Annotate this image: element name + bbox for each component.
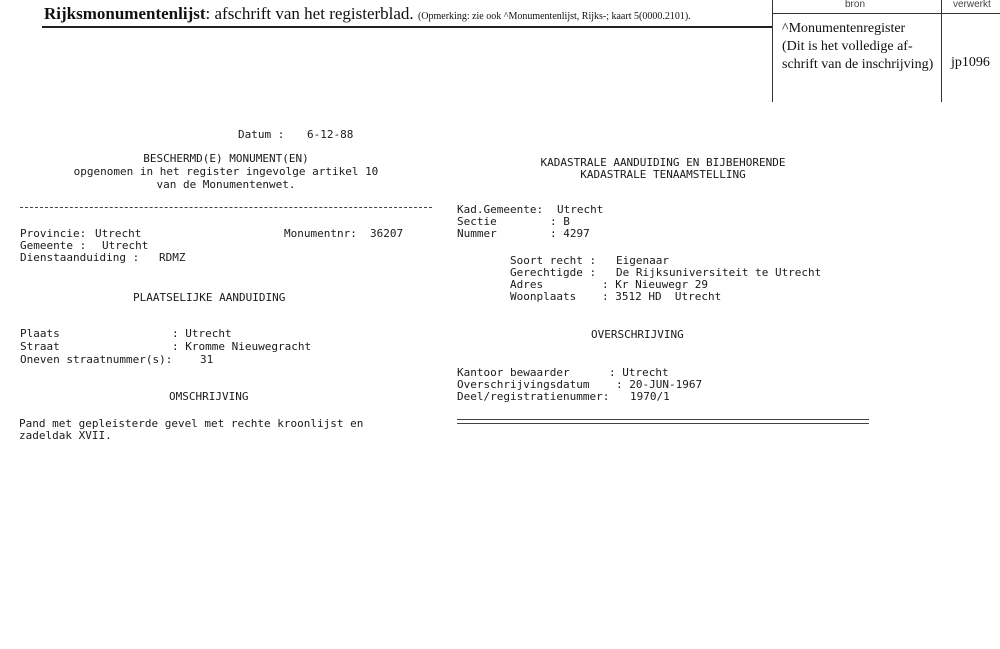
- provincie-label: Provincie:: [20, 227, 87, 240]
- register-document: [0, 102, 1000, 649]
- kantoor-value: : Utrecht: [609, 366, 669, 379]
- sectie-label: Sectie: [457, 215, 497, 228]
- adres-label: Adres: [510, 278, 544, 291]
- datum-value: 6-12-88: [307, 128, 354, 141]
- header: [0, 0, 1000, 102]
- title-bold: Rijksmonumentenlijst: [44, 4, 206, 23]
- col-head-verwerkt: verwerkt: [953, 0, 991, 10]
- monument-heading-line: van de Monumentenwet.: [156, 178, 296, 191]
- soort-recht-label: Soort recht :: [510, 254, 597, 267]
- table-header-rule: [772, 13, 1000, 14]
- double-rule-top: [457, 419, 869, 420]
- plaatselijke-heading: PLAATSELIJKE AANDUIDING: [133, 291, 286, 304]
- bron-line: ^Monumentenregister: [782, 21, 906, 36]
- oneven-value: 31: [200, 353, 214, 366]
- verwerkt-cell: jp1096: [951, 55, 990, 70]
- deel-label: Deel/registratienummer:: [457, 390, 610, 403]
- omschrijving-line: zadeldak XVII.: [19, 429, 112, 442]
- kadastrale-heading-line: KADASTRALE AANDUIDING EN BIJBEHORENDE: [540, 156, 786, 169]
- gerechtigde-label: Gerechtigde :: [510, 266, 597, 279]
- double-rule-bottom: [457, 423, 869, 424]
- sectie-value: : B: [550, 215, 570, 228]
- kantoor-label: Kantoor bewaarder: [457, 366, 570, 379]
- omschrijving-heading: OMSCHRIJVING: [169, 390, 249, 403]
- overschrijvingsdatum-label: Overschrijvingsdatum: [457, 378, 590, 391]
- woonplaats-label: Woonplaats: [510, 290, 577, 303]
- gemeente-label: Gemeente :: [20, 239, 87, 252]
- header-title: [44, 4, 691, 24]
- omschrijving-line: Pand met gepleisterde gevel met rechte kroonlijst en: [19, 417, 364, 430]
- overschrijving-heading: OVERSCHRIJVING: [591, 328, 684, 341]
- bron-cell: [782, 20, 942, 74]
- straat-value: : Kromme Nieuwegracht: [172, 340, 312, 353]
- kadastrale-heading-line: KADASTRALE TENAAMSTELLING: [580, 168, 746, 181]
- dashed-divider: [20, 207, 432, 208]
- kad-gemeente-label: Kad.Gemeente:: [457, 203, 544, 216]
- provincie-value: Utrecht: [95, 227, 142, 240]
- deel-value: 1970/1: [630, 390, 670, 403]
- woonplaats-value: : 3512 HD Utrecht: [602, 290, 722, 303]
- monumentnr-value: 36207: [370, 227, 404, 240]
- table-divider-left: [772, 0, 773, 102]
- plaats-label: Plaats: [20, 327, 60, 340]
- gemeente-value: Utrecht: [102, 239, 149, 252]
- kad-gemeente-value: Utrecht: [557, 203, 604, 216]
- nummer-label: Nummer: [457, 227, 497, 240]
- nummer-value: : 4297: [550, 227, 590, 240]
- monumentnr-label: Monumentnr:: [284, 227, 357, 240]
- title-note: (Opmerking: zie ook ^Monumentenlijst, Rijks-; kaart 5(0000.2101).: [417, 11, 691, 22]
- gerechtigde-value: De Rijksuniversiteit te Utrecht: [616, 266, 822, 279]
- dienstaanduiding-label: Dienstaanduiding :: [20, 251, 140, 264]
- soort-recht-value: Eigenaar: [616, 254, 669, 267]
- datum-label: Datum :: [238, 128, 285, 141]
- straat-label: Straat: [20, 340, 60, 353]
- oneven-label: Oneven straatnummer(s):: [20, 353, 173, 366]
- bron-line: (Dit is het volledige af-: [782, 39, 913, 54]
- header-rule: [42, 26, 772, 28]
- monument-heading-line: BESCHERMD(E) MONUMENT(EN): [143, 152, 309, 165]
- overschrijvingsdatum-value: : 20-JUN-1967: [616, 378, 703, 391]
- monument-heading-line: opgenomen in het register ingevolge artikel 10: [73, 165, 379, 178]
- title-rest: : afschrift van het registerblad.: [205, 4, 414, 23]
- dienstaanduiding-value: RDMZ: [159, 251, 186, 264]
- bron-line: schrift van de inschrijving): [782, 57, 934, 72]
- plaats-value: : Utrecht: [172, 327, 232, 340]
- adres-value: : Kr Nieuwegr 29: [602, 278, 708, 291]
- col-head-bron: bron: [845, 0, 866, 10]
